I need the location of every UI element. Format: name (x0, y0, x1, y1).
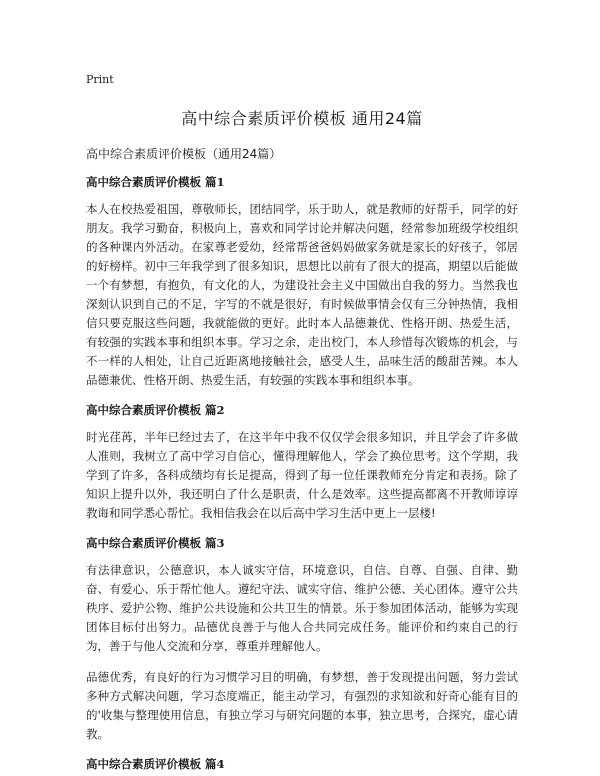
document-subtitle: 高中综合素质评价模板（通用24篇） (86, 147, 282, 161)
section-paragraph: 本人在校热爱祖国，尊敬师长，团结同学，乐于助人，就是教师的好帮手，同学的好朋友。我学习勤奋，积极向上，喜欢和同学讨论并解决问题，经常参加班级学校组织的各种课内外活动。在家尊老爱幼，经常帮爸爸妈妈做家务就是家长的好孩子，邻居的好榜样。初中三年我学到了很多知识，思想比以前有了很大的提高，期望以后能做一个有梦想，有抱负，有文化的人，为建设社会主义中国做出自我的努力。当然我也深刻认识到自己的不足，字写的不就是很好，有时候做事情会仅有三分钟热情，我相信只要克服这些问题，我就能做的更好。此时本人品德兼优、性格开朗、热爱生活，有较强的实践本事和组织本事。学习之余，走出校门，本人珍惜每次锻炼的机会，与不一样的人相处，让自己近距离地接触社会，感受人生，品味生活的酸甜苦辣。本人品德兼优、性格开朗、热爱生活，有较强的实践本事和组织本事。 (86, 202, 518, 387)
section-heading: 高中综合素质评价模板 篇2 (86, 403, 225, 417)
section-heading: 高中综合素质评价模板 篇3 (86, 536, 225, 550)
section-paragraph: 品德优秀，有良好的行为习惯学习目的明确，有梦想，善于发现提出问题，努力尝试多种方式解决问题，学习态度端正，能主动学习，有强烈的求知欲和好奇心能有目的的'收集与整理使用信息，有独立学习与研究问题的本事，独立思考，合探究，虚心请教。 (86, 670, 518, 741)
section-4 (86, 756, 518, 772)
print-link[interactable]: Print (86, 73, 114, 86)
section-paragraph: 时光荏苒，半年已经过去了，在这半年中我不仅仅学会很多知识，并且学会了许多做人准则，我树立了高中学习自信心，懂得理解他人，学会了换位思考。这个学期，我学到了许多，各科成绩均有长足提高，得到了每一位任课教师充分肯定和表扬。除了知识上提升以外，我还明白了什么是职责，什么是效率。这些提高都离不开教师谆谆教诲和同学悉心帮忙。我相信我会在以后高中学习生活中更上一层楼! (86, 430, 518, 520)
section-3 (86, 535, 518, 744)
section-heading: 高中综合素质评价模板 篇4 (86, 757, 225, 771)
section-heading: 高中综合素质评价模板 篇1 (86, 175, 225, 189)
section-2 (86, 402, 518, 523)
document-title: 高中综合素质评价模板 通用24篇 (181, 109, 423, 128)
section-1 (86, 174, 518, 390)
section-paragraph: 有法律意识，公德意识，本人诚实守信，环境意识，自信、自尊、自强、自律、勤奋、有爱心、乐于帮忙他人。遵纪守法、诚实守信、维护公德、关心团体。遵守公共秩序、爱护公物、维护公共设施和公共卫生的情景。乐于参加团体活动，能够为实现团体目标付出努力。品德优良善于与他人合共同完成任务。能评价和约束自己的行为，善于与他人交流和分享，尊重并理解他人。 (86, 563, 518, 653)
